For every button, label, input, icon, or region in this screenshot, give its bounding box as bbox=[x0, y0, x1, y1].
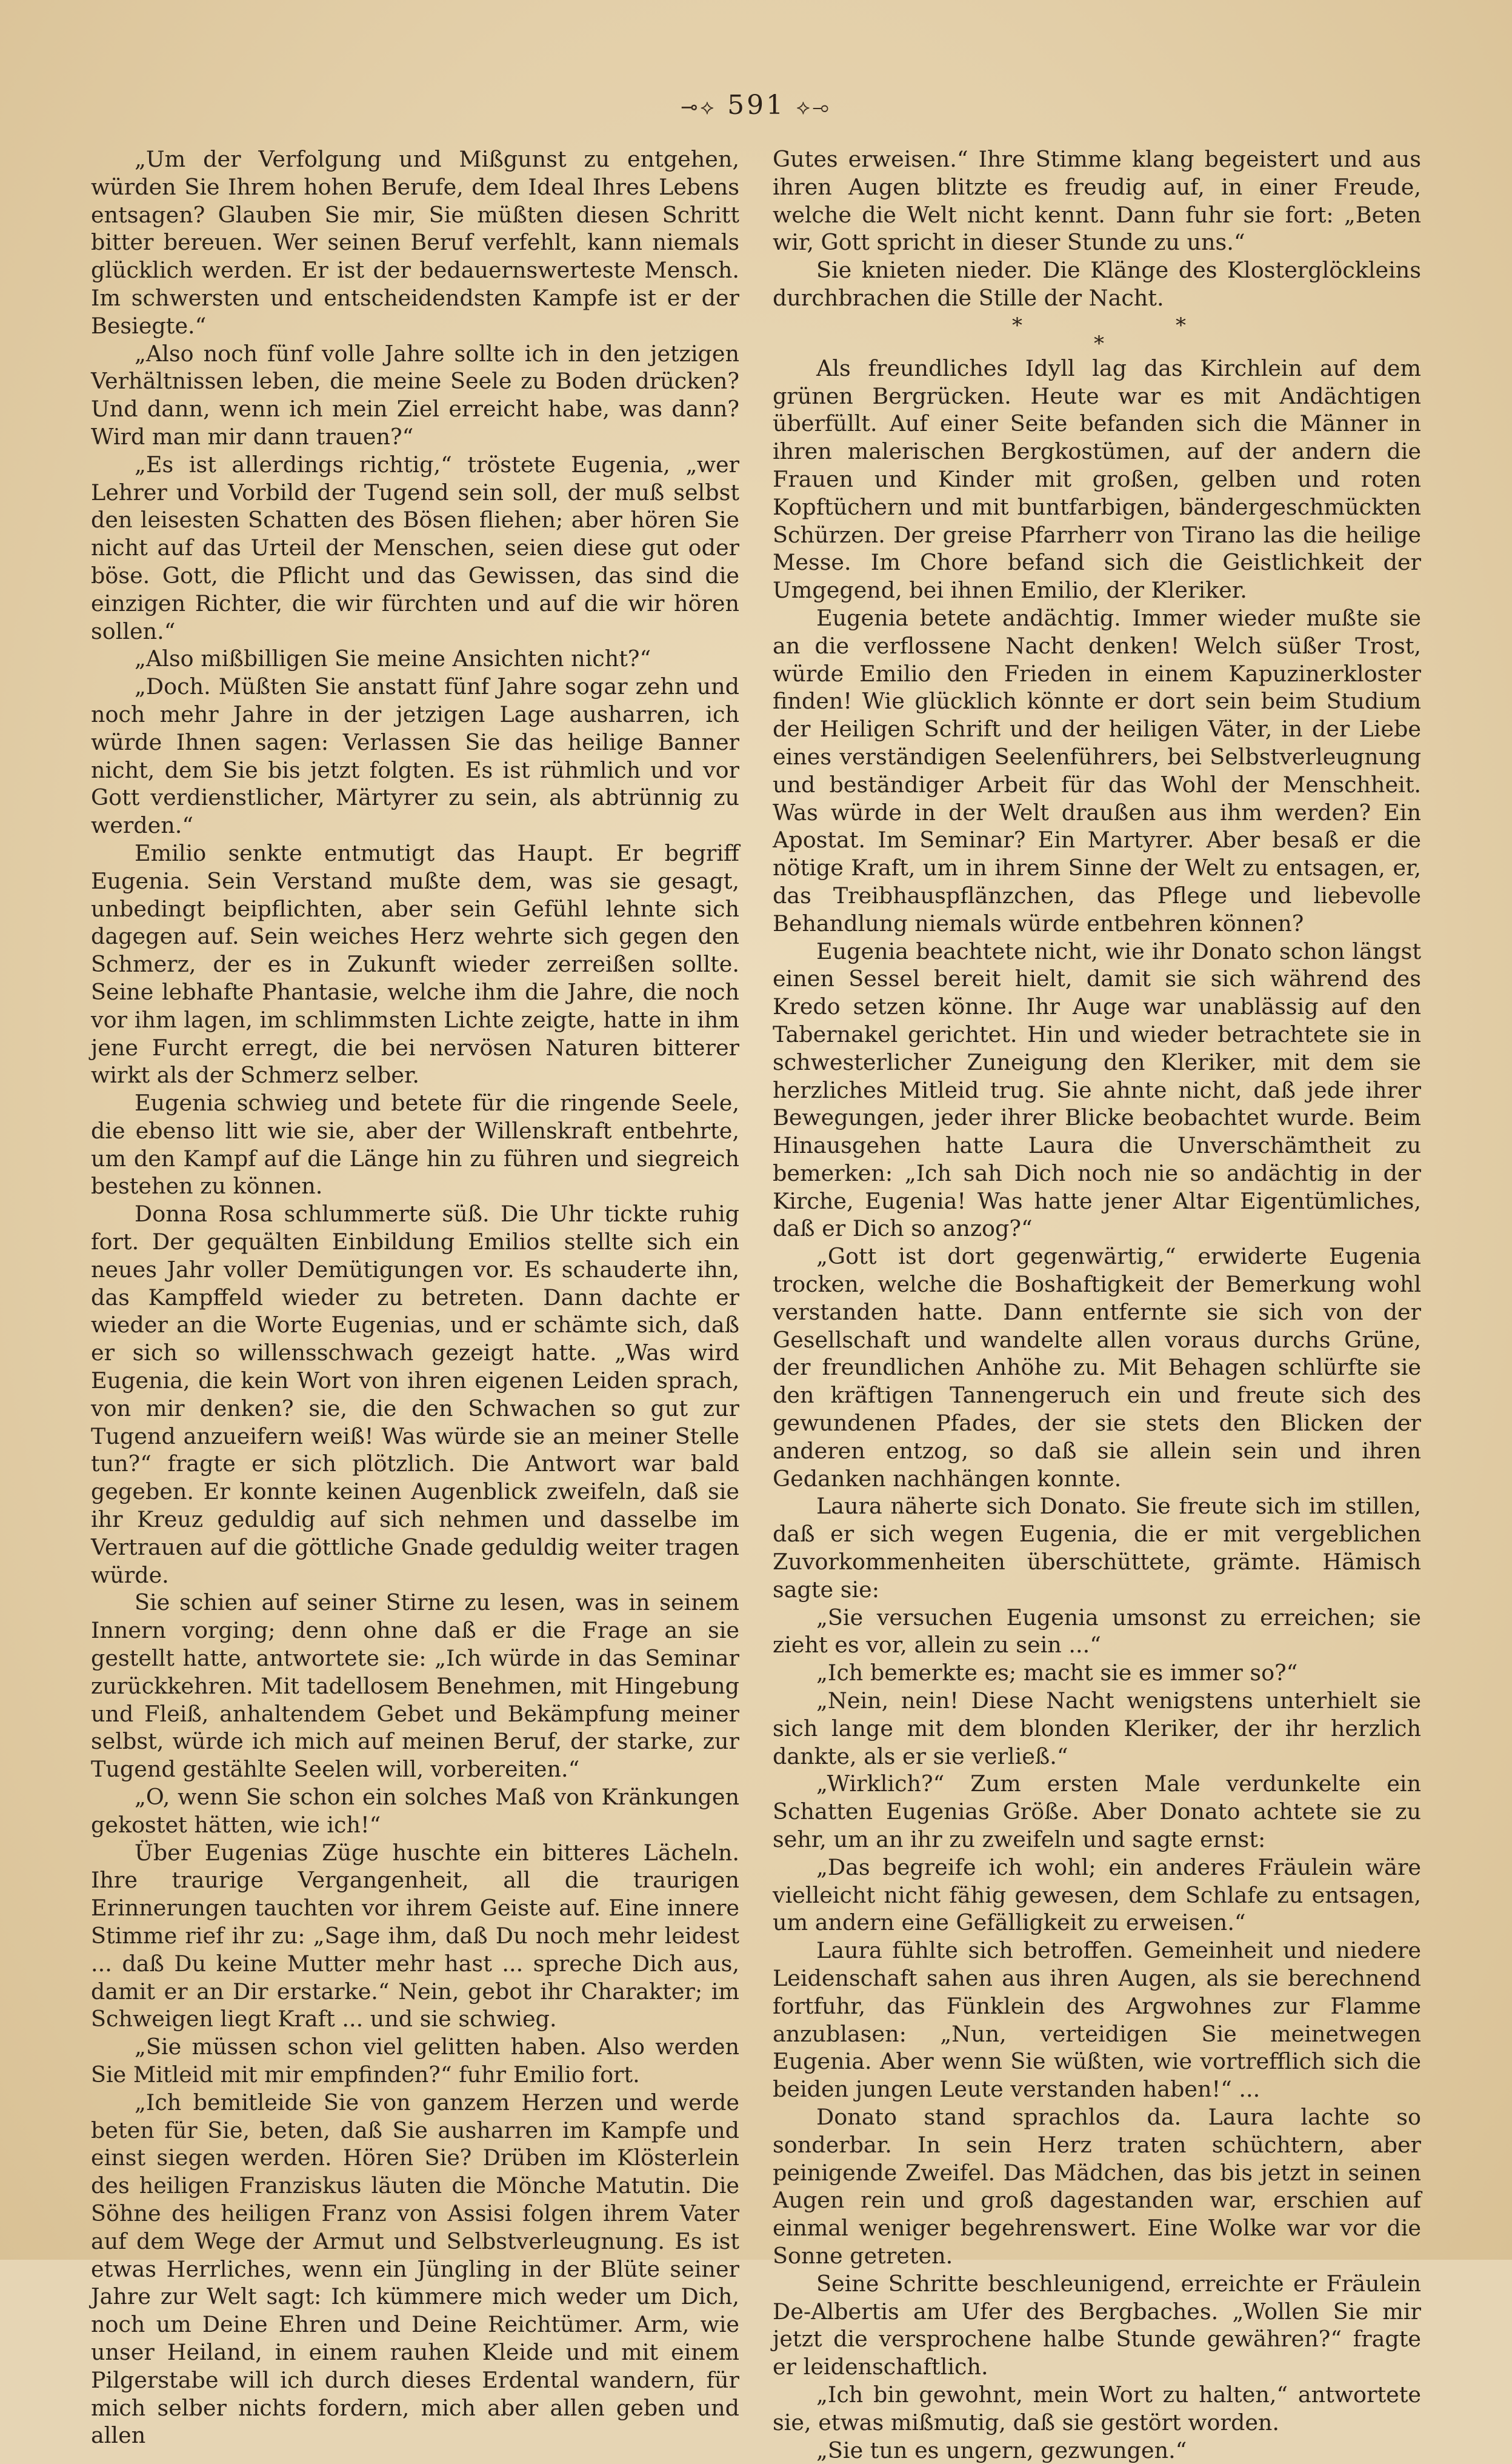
page-header bbox=[0, 90, 1512, 121]
separator-star: * bbox=[1094, 331, 1104, 356]
paragraph: „Ich bin gewohnt, mein Wort zu halten,“ antwortete sie, etwas mißmutig, daß sie gestört worden. bbox=[773, 2381, 1421, 2436]
paragraph: Eugenia beachtete nicht, wie ihr Donato schon längst einen Sessel bereit hielt, damit sie sich während des Kredo setzen könne. Ihr Auge war unablässig auf den Tabernakel gerichtet. Hin und wieder betrachtete sie in schwesterlicher Zuneigung den Kleriker, mit dem sie herzliches Mitleid trug. Sie ahnte nicht, daß jede ihrer Bewegungen, jeder ihrer Blicke beobachtet wurde. Beim Hinausgehen hatte Laura die Unverschämtheit zu bemerken: „Ich sah Dich noch nie so andächtig in der Kirche, Eugenia! Was hatte jener Altar Eigentümliches, daß er Dich so anzog?“ bbox=[773, 938, 1421, 1242]
paragraph: „Das begreife ich wohl; ein anderes Fräulein wäre vielleicht nicht fähig gewesen, dem Schlafe zu entsagen, um andern eine Gefälligkeit zu erweisen.“ bbox=[773, 1854, 1421, 1936]
paragraph: „Es ist allerdings richtig,“ tröstete Eugenia, „wer Lehrer und Vorbild der Tugend sein soll, der muß selbst den leisesten Schatten des Bösen fliehen; aber hören Sie nicht auf das Urteil der Menschen, seien diese gut oder böse. Gott, die Pflicht und das Gewissen, das sind die einzigen Richter, die wir fürchten und auf die wir hören sollen.“ bbox=[91, 451, 739, 644]
paragraph: „Also noch fünf volle Jahre sollte ich in den jetzigen Verhältnissen leben, die meine Seele zu Boden drücken? Und dann, wenn ich mein Ziel erreicht habe, was dann? Wird man mir dann trauen?“ bbox=[91, 340, 739, 450]
paragraph: Donato stand sprachlos da. Laura lachte so sonderbar. In sein Herz traten schüchtern, aber peinigende Zweifel. Das Mädchen, das bis jetzt in seinen Augen rein und groß dagestanden war, erschien auf einmal weniger begehrenswert. Eine Wolke war vor die Sonne getreten. bbox=[773, 2103, 1421, 2269]
header-ornament-right: ⟡⊸ bbox=[796, 95, 831, 119]
paragraph: Über Eugenias Züge huschte ein bitteres Lächeln. Ihre traurige Vergangenheit, all die traurigen Erinnerungen tauchten vor ihrem Geiste auf. Eine innere Stimme rief ihr zu: „Sage ihm, daß Du noch mehr leidest ... daß Du keine Mutter mehr hast ... spreche Dich aus, damit er an Dir erstarke.“ Nein, gebot ihr Charakter; im Schweigen liegt Kraft ... und sie schwieg. bbox=[91, 1839, 739, 2032]
section-separator bbox=[773, 312, 1421, 355]
paragraph: „Sie versuchen Eugenia umsonst zu erreichen; sie zieht es vor, allein zu sein ...“ bbox=[773, 1604, 1421, 1658]
paragraph: Als freundliches Idyll lag das Kirchlein auf dem grünen Bergrücken. Heute war es mit Andächtigen überfüllt. Auf einer Seite befanden sich die Männer in ihren malerischen Bergkostümen, auf der andern die Frauen und Kinder mit großen, gelben und roten Kopftüchern und mit buntfarbigen, bändergeschmückten Schürzen. Der greise Pfarrherr von Tirano las die heilige Messe. Im Chore befand sich die Geistlichkeit der Umgegend, bei ihnen Emilio, der Kleriker. bbox=[773, 355, 1421, 604]
paragraph: Sie knieten nieder. Die Klänge des Klosterglöckleins durchbrachen die Stille der Nacht. bbox=[773, 257, 1421, 311]
paragraph: Sie schien auf seiner Stirne zu lesen, was in seinem Innern vorging; denn ohne daß er die Frage an sie gestellt hatte, antwortete sie: „Ich würde in das Seminar zurückkehren. Mit tadellosem Benehmen, mit Hingebung und Fleiß, anhaltendem Gebet und Bekämpfung meiner selbst, würde ich mich auf meinen Beruf, der starke, zur Tugend gestählte Seelen will, vorbereiten.“ bbox=[91, 1589, 739, 1783]
paragraph: Laura näherte sich Donato. Sie freute sich im stillen, daß er sich wegen Eugenia, die er mit vergeblichen Zuvorkommenheiten überschüttete, grämte. Hämisch sagte sie: bbox=[773, 1493, 1421, 1603]
paragraph: „Wirklich?“ Zum ersten Male verdunkelte ein Schatten Eugenias Größe. Aber Donato achtete sie zu sehr, um an ihr zu zweifeln und sagte ernst: bbox=[773, 1771, 1421, 1853]
paragraph: „O, wenn Sie schon ein solches Maß von Kränkungen gekostet hätten, wie ich!“ bbox=[91, 1784, 739, 1838]
paragraph: „Also mißbilligen Sie meine Ansichten nicht?“ bbox=[135, 646, 651, 672]
paragraph: „Doch. Müßten Sie anstatt fünf Jahre sogar zehn und noch mehr Jahre in der jetzigen Lage ausharren, ich würde Ihnen sagen: Verlassen Sie das heilige Banner nicht, dem Sie bis jetzt folgten. Es ist rühmlich und vor Gott verdienstlicher, Märtyrer zu sein, als abtrünnig zu werden.“ bbox=[91, 673, 739, 839]
paragraph: Donna Rosa schlummerte süß. Die Uhr tickte ruhig fort. Der gequälten Einbildung Emilios stellte sich ein neues Jahr voller Demütigungen vor. Es schauderte ihn, das Kampffeld wieder zu betreten. Dann dachte er wieder an die Worte Eugenias, und er schämte sich, daß er sich so willensschwach gezeigt hatte. „Was wird Eugenia, die kein Wort von ihren eigenen Leiden sprach, von mir denken? sie, die den Schwachen so gut zur Tugend anzueifern weiß! Was würde sie an meiner Stelle tun?“ fragte er sich plötzlich. Die Antwort war bald gegeben. Er konnte keinen Augenblick zweifeln, daß sie ihr Kreuz geduldig auf sich nehmen und dasselbe im Vertrauen auf die göttliche Gnade geduldig weiter tragen würde. bbox=[91, 1201, 739, 1588]
separator-star: * bbox=[1012, 313, 1022, 338]
right-column bbox=[773, 145, 1421, 2464]
paragraph: Eugenia schwieg und betete für die ringende Seele, die ebenso litt wie sie, aber der Willenskraft entbehrte, um den Kampf auf die Länge hin zu führen und siegreich bestehen zu können. bbox=[91, 1090, 739, 1200]
page-number: 591 bbox=[727, 90, 786, 121]
separator-star: * bbox=[1176, 313, 1186, 338]
paragraph: Gutes erweisen.“ Ihre Stimme klang begeistert und aus ihren Augen blitzte es freudig auf, in einer Freude, welche die Welt nicht kennt. Dann fuhr sie fort: „Beten wir, Gott spricht in dieser Stunde zu uns.“ bbox=[773, 146, 1421, 256]
paragraph: „Um der Verfolgung und Mißgunst zu entgehen, würden Sie Ihrem hohen Berufe, dem Ideal Ihres Lebens entsagen? Glauben Sie mir, Sie müßten diesen Schritt bitter bereuen. Wer seinen Beruf verfehlt, kann niemals glücklich werden. Er ist der bedauernswerteste Mensch. Im schwersten und entscheidendsten Kampfe ist er der Besiegte.“ bbox=[91, 146, 739, 339]
right-column-part-1 bbox=[773, 145, 1421, 312]
paragraph: „Sie müssen schon viel gelitten haben. Also werden Sie Mitleid mit mir empfinden?“ fuhr Emilio fort. bbox=[91, 2034, 739, 2088]
paragraph: „Ich bemitleide Sie von ganzem Herzen und werde beten für Sie, beten, daß Sie ausharren im Kampfe und einst siegen werden. Hören Sie? Drüben im Klösterlein des heiligen Franziskus läuten die Mönche Matutin. Die Söhne des heiligen Franz von Assisi folgen ihrem Vater auf dem Wege der Armut und Selbstverleugnung. Es ist etwas Herrliches, wenn ein Jüngling in der Blüte seiner Jahre zur Welt sagt: Ich kümmere mich weder um Dich, noch um Deine Ehren und Deine Reichtümer. Arm, wie unser Heiland, in einem rauhen Kleide und mit einem Pilgerstabe will ich durch dieses Erdental wandern, für mich selber nichts fordern, mich aber allen geben und allen bbox=[91, 2089, 739, 2449]
left-column bbox=[91, 145, 739, 2449]
paragraph: Emilio senkte entmutigt das Haupt. Er begriff Eugenia. Sein Verstand mußte dem, was sie gesagt, unbedingt beipflichten, aber sein Gefühl lehnte sich dagegen auf. Sein weiches Herz wehrte sich gegen den Schmerz, der es in Zukunft wieder zerreißen sollte. Seine lebhafte Phantasie, welche ihm die Jahre, die noch vor ihm lagen, im schlimmsten Lichte zeigte, hatte in ihm jene Furcht erregt, die bei nervösen Naturen bitterer wirkt als der Schmerz selber. bbox=[91, 840, 739, 1089]
paragraph: Laura fühlte sich betroffen. Gemeinheit und niedere Leidenschaft sahen aus ihren Augen, als sie berechnend fortfuhr, das Fünklein des Argwohnes zur Flamme anzublasen: „Nun, verteidigen Sie meinetwegen Eugenia. Aber wenn Sie wüßten, wie vortrefflich sich die beiden jungen Leute verstanden haben!“ ... bbox=[773, 1937, 1421, 2103]
paragraph: „Ich bemerkte es; macht sie es immer so?“ bbox=[816, 1660, 1298, 1686]
header-ornament-left: ⊸⟡ bbox=[681, 95, 717, 119]
paragraph: „Gott ist dort gegenwärtig,“ erwiderte Eugenia trocken, welche die Boshaftigkeit der Bemerkung wohl verstanden hatte. Dann entfernte sie sich von der Gesellschaft und wandelte allen voraus durchs Grüne, der freundlichen Anhöhe zu. Mit Behagen schlürfte sie den kräftigen Tannengeruch ein und freute sich des gewundenen Pfades, der sie stets den Blicken der anderen entzog, so daß sie allein sein und ihren Gedanken nachhängen konnte. bbox=[773, 1243, 1421, 1492]
paragraph: Seine Schritte beschleunigend, erreichte er Fräulein De-Albertis am Ufer des Bergbaches. „Wollen Sie mir jetzt die versprochene halbe Stunde gewähren?“ fragte er leidenschaftlich. bbox=[773, 2270, 1421, 2380]
paragraph: „Sie tun es ungern, gezwungen.“ bbox=[816, 2437, 1187, 2463]
paragraph: „Nein, nein! Diese Nacht wenigstens unterhielt sie sich lange mit dem blonden Kleriker, der ihr herzlich dankte, als er sie verließ.“ bbox=[773, 1688, 1421, 1769]
paragraph: Eugenia betete andächtig. Immer wieder mußte sie an die verflossene Nacht denken! Welch süßer Trost, würde Emilio den Frieden in einem Kapuzinerkloster finden! Wie glücklich könnte er dort sein beim Studium der Heiligen Schrift und der heiligen Väter, in der Liebe eines verständigen Seelenführers, bei Selbstverleugnung und beständiger Arbeit für das Wohl der Menschheit. Was würde in der Welt draußen aus ihm werden? Ein Apostat. Im Seminar? Ein Martyrer. Aber besaß er die nötige Kraft, um in ihrem Sinne der Welt zu entsagen, er, das Treibhauspflänzchen, das Pflege und liebevolle Behandlung niemals würde entbehren können? bbox=[773, 604, 1421, 937]
right-column-part-2 bbox=[773, 355, 1421, 2464]
